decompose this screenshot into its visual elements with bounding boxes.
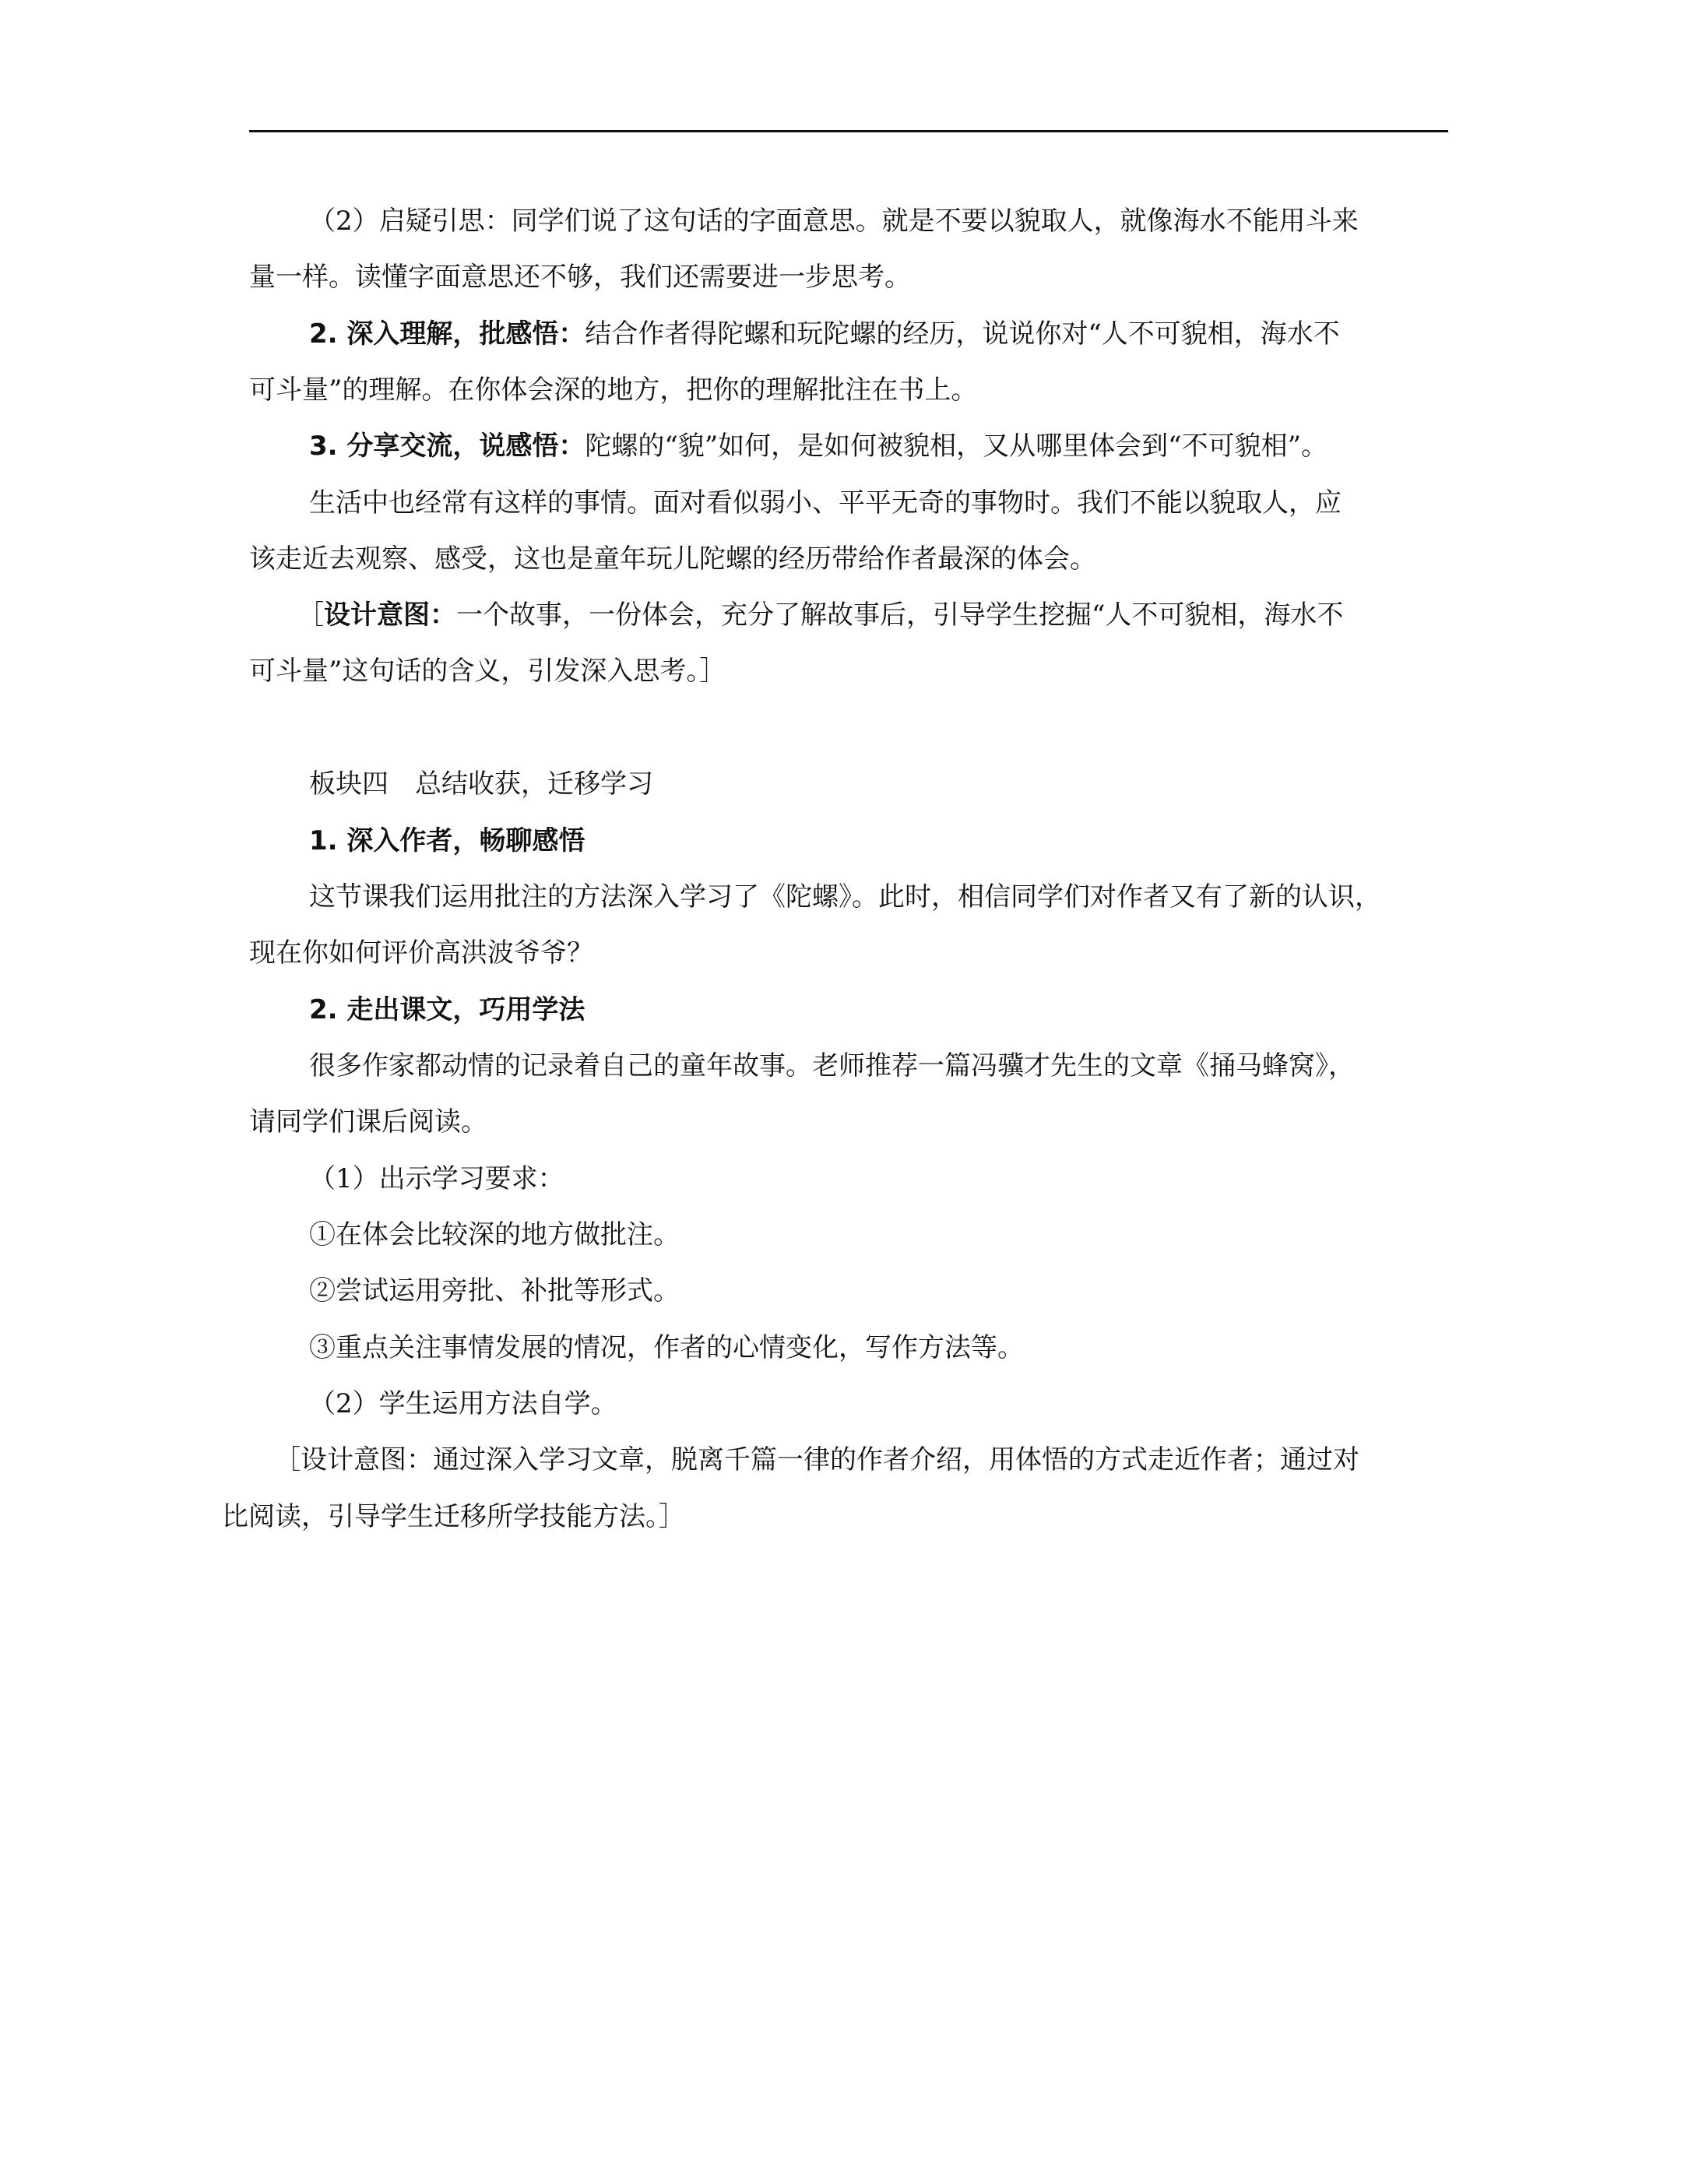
self-study: （2）学生运用方法自学。 (309, 1388, 617, 1419)
design2-open: ［ (274, 1444, 301, 1475)
p2-line2: 可斗量”的理解。在你体会深的地方，把你的理解批注在书上。 (249, 375, 978, 406)
design1-line1-text: 一个故事，一份体会，充分了解故事后，引导学生挖掘“人不可貌相，海水不 (456, 600, 1344, 631)
s4-1-line2: 现在你如何评价高洪波爷爷？ (249, 937, 593, 969)
p1-line2: 量一样。读懂字面意思还不够，我们还需要进一步思考。 (249, 262, 911, 293)
s4-2-line2: 请同学们课后阅读。 (249, 1106, 487, 1138)
design1-line2: 可斗量”这句话的含义，引发深入思考。］ (249, 656, 726, 687)
requirement-3: ③重点关注事情发展的情况，作者的心情变化，写作方法等。 (309, 1332, 1024, 1363)
s4-1-line1: 这节课我们运用批注的方法深入学习了《陀螺》。此时，相信同学们对作者又有了新的认识， (309, 881, 1381, 913)
design2-line1-text: 通过深入学习文章，脱离千篇一律的作者介绍，用体悟的方式走近作者；通过对 (433, 1444, 1359, 1475)
design1-lead: 设计意图： (324, 600, 456, 631)
p2-line1-text: 结合作者得陀螺和玩陀螺的经历，说说你对“人不可貌相，海水不 (585, 318, 1340, 350)
design2-line1 (274, 1443, 1359, 1477)
p2-line1 (309, 317, 1340, 351)
p4-line1: 生活中也经常有这样的事情。面对看似弱小、平平无奇的事物时。我们不能以貌取人，应 (309, 487, 1342, 519)
p4-line2: 该走近去观察、感受，这也是童年玩儿陀螺的经历带给作者最深的体会。 (249, 543, 1096, 575)
header-rule (249, 130, 1448, 132)
s4-2-heading: 2. 走出课文，巧用学法 (309, 994, 586, 1025)
s4-2-line1: 很多作家都动情的记录着自己的童年故事。老师推荐一篇冯骥才先生的文章《捅马蜂窝》， (309, 1050, 1355, 1081)
p3-lead: 3. 分享交流，说感悟： (309, 431, 586, 462)
requirements-title: （1）出示学习要求： (309, 1163, 564, 1194)
design2-line2: 比阅读，引导学生迁移所学技能方法。］ (222, 1501, 685, 1532)
p3-line1-text: 陀螺的“貌”如何，是如何被貌相，又从哪里体会到“不可貌相”。 (585, 431, 1328, 462)
section4-title: 板块四 总结收获，迁移学习 (309, 768, 653, 800)
design1-open: ［ (297, 600, 324, 631)
requirement-2: ②尝试运用旁批、补批等形式。 (309, 1275, 680, 1307)
requirement-1: ①在体会比较深的地方做批注。 (309, 1219, 680, 1250)
s4-1-heading: 1. 深入作者，畅聊感悟 (309, 825, 586, 856)
design2-lead: 设计意图： (301, 1444, 433, 1475)
p2-lead: 2. 深入理解，批感悟： (309, 318, 586, 350)
p3-line1 (309, 429, 1328, 463)
p1-line1: （2）启疑引思：同学们说了这句话的字面意思。就是不要以貌取人，就像海水不能用斗来 (309, 206, 1359, 237)
design1-line1 (297, 598, 1343, 632)
